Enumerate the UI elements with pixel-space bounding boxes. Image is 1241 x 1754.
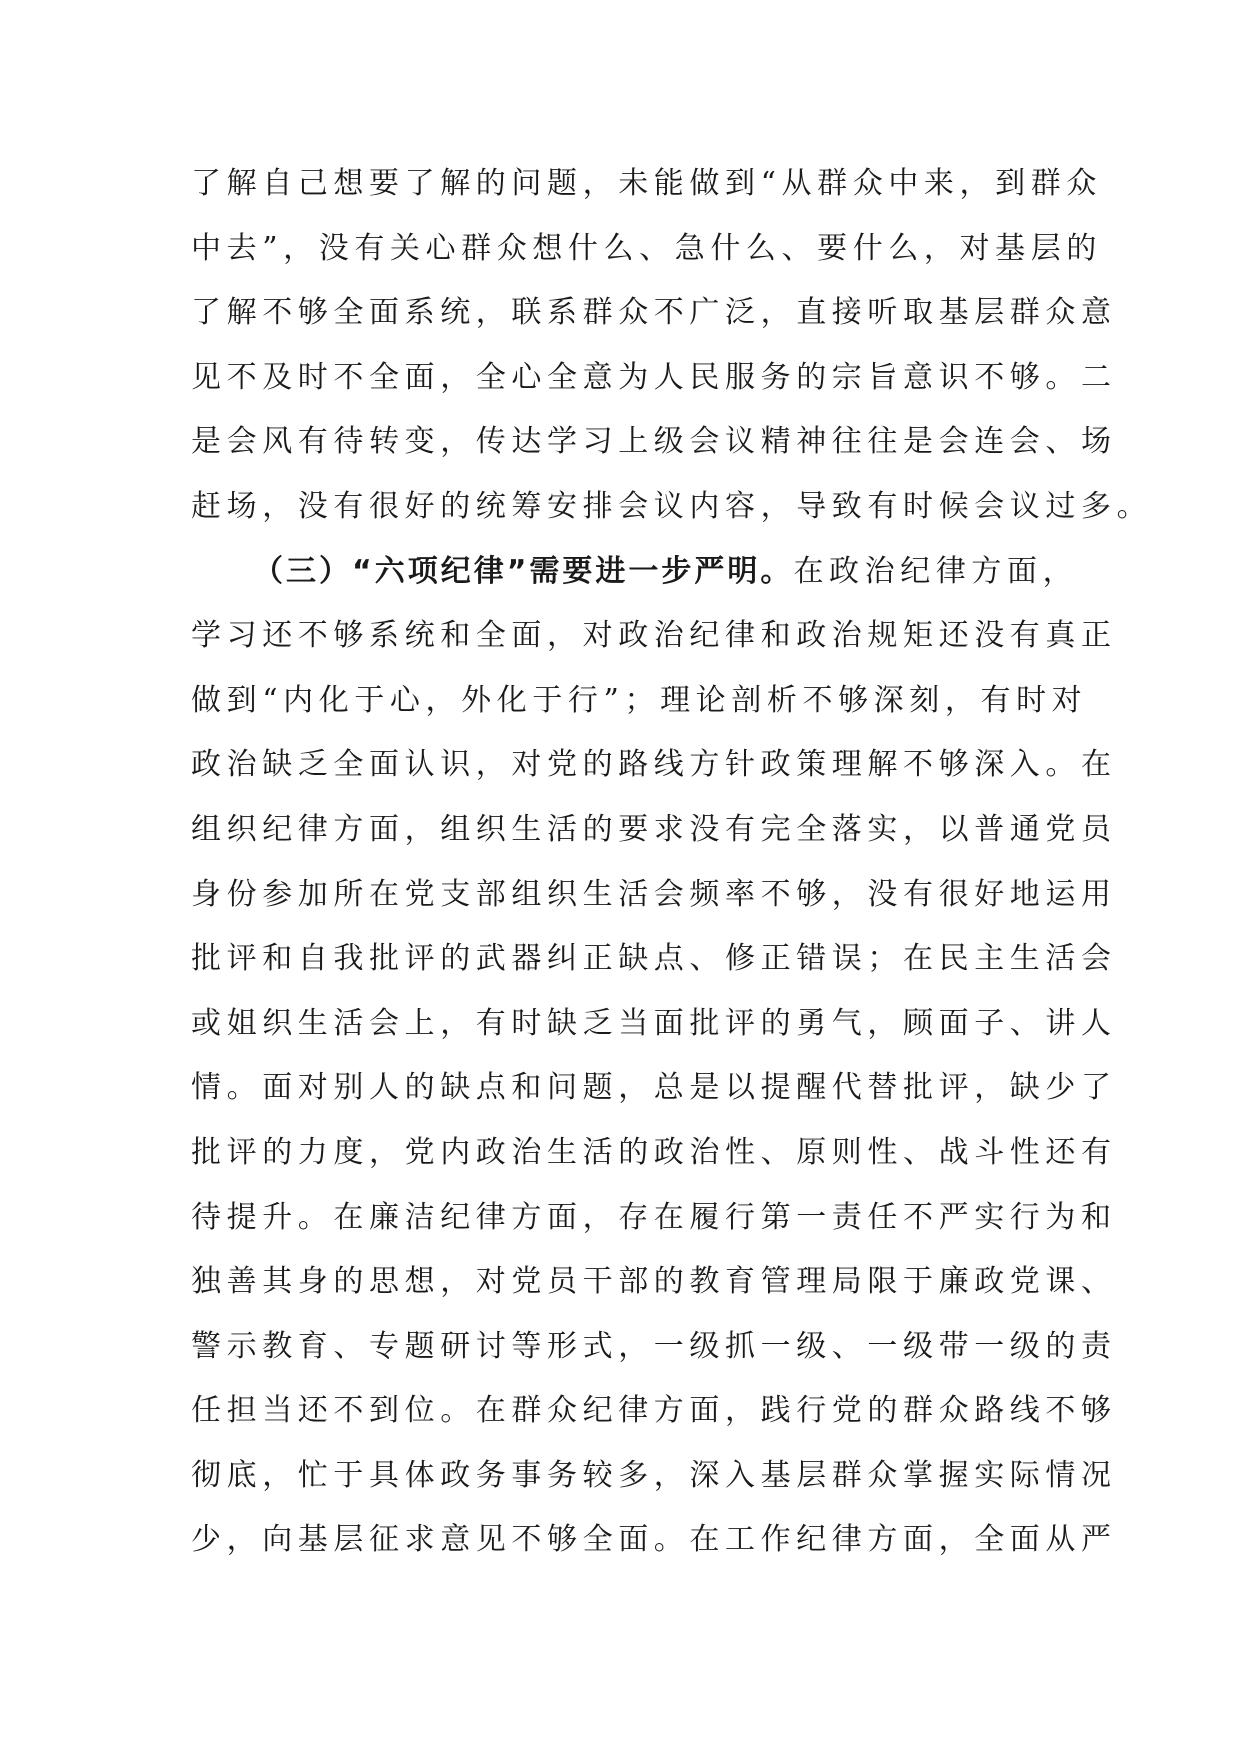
text-line: 待提升。在廉洁纪律方面，存在履行第一责任不严实行为和: [191, 1199, 1117, 1235]
text-line: 做到“内化于心，外化于行”；理论剖析不够深刻，有时对: [191, 682, 1088, 718]
section-3-first-line: [191, 540, 1079, 605]
section-3-first-line-text: 在政治纪律方面，: [793, 553, 1079, 589]
text-line: 了解自己想要了解的问题，未能做到“从群众中来，到群众: [191, 166, 1102, 201]
text-line: 任担当还不到位。在群众纪律方面，践行党的群众路线不够: [191, 1393, 1117, 1429]
text-line: 独善其身的思想，对党员干部的教育管理局限于廉政党课、: [191, 1264, 1117, 1300]
text-line: 情。面对别人的缺点和问题，总是以提醒代替批评，缺少了: [191, 1070, 1117, 1106]
text-line: 批评的力度，党内政治生活的政治性、原则性、战斗性还有: [191, 1134, 1117, 1170]
text-line: 了解不够全面系统，联系群众不广泛，直接听取基层群众意: [191, 295, 1117, 331]
text-line: 少，向基层征求意见不够全面。在工作纪律方面，全面从严: [191, 1522, 1117, 1558]
text-line: 警示教育、专题研讨等形式，一级抓一级、一级带一级的责: [191, 1328, 1117, 1364]
text-line: 政治缺乏全面认识，对党的路线方针政策理解不够深入。在: [191, 747, 1117, 783]
text-line: 学习还不够系统和全面，对政治纪律和政治规矩还没有真正: [191, 618, 1117, 654]
text-line: 是会风有待转变，传达学习上级会议精神往往是会连会、场: [191, 424, 1117, 460]
section-3-heading: （三）“六项纪律”需要进一步严明。: [253, 553, 794, 589]
text-line: 中去”，没有关心群众想什么、急什么、要什么，对基层的: [191, 230, 1102, 266]
text-line: 身份参加所在党支部组织生活会频率不够，没有很好地运用: [191, 876, 1117, 912]
text-line: 批评和自我批评的武器纠正缺点、修正错误；在民主生活会: [191, 941, 1117, 977]
text-line: 见不及时不全面，全心全意为人民服务的宗旨意识不够。二: [191, 359, 1117, 395]
body-text: [191, 152, 1153, 1573]
text-line: 赶场，没有很好的统筹安排会议内容，导致有时候会议过多。: [191, 488, 1153, 524]
text-line: 彻底，忙于具体政务事务较多，深入基层群众掌握实际情况: [191, 1457, 1117, 1493]
text-line: 组织纪律方面，组织生活的要求没有完全落实，以普通党员: [191, 811, 1117, 847]
text-line: 或姐织生活会上，有时缺乏当面批评的勇气，顾面子、讲人: [191, 1005, 1117, 1041]
